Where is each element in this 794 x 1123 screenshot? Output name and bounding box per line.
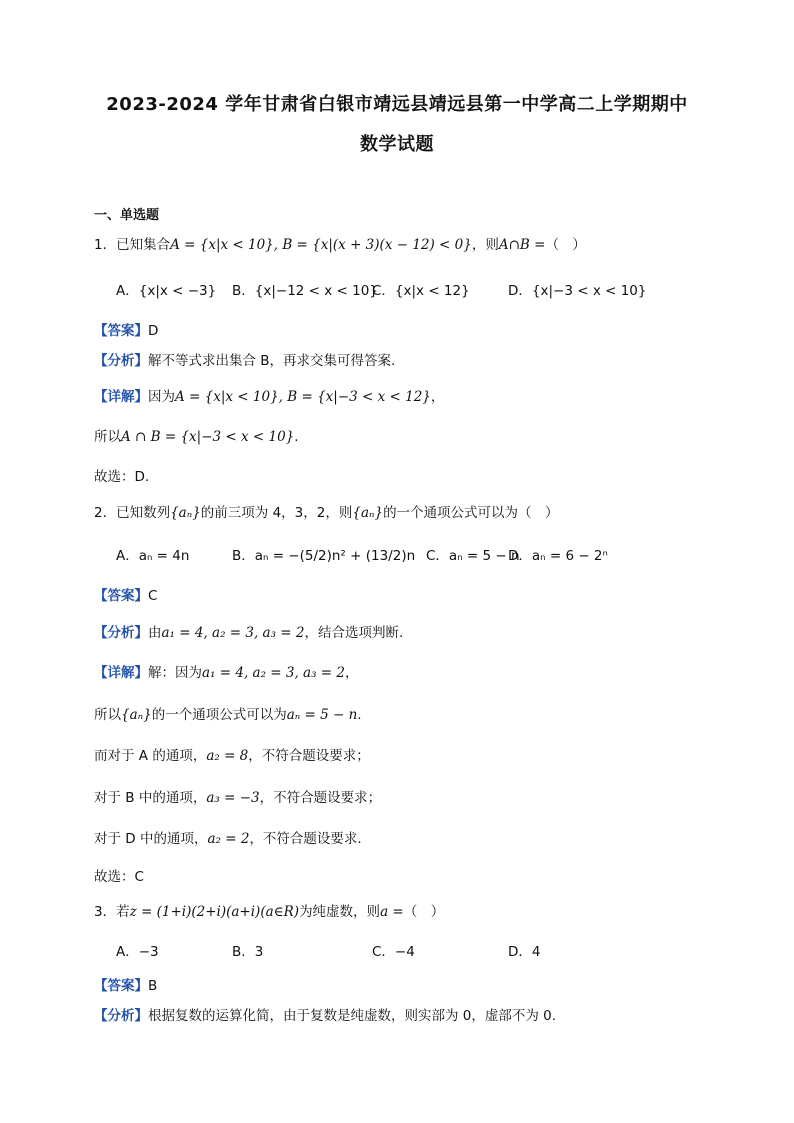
q1-stem: 1．已知集合A = {x|x < 10}, B = {x|(x + 3)(x − 12) < 0}，则A∩B =（ ） xyxy=(94,237,586,253)
q2-check-d: 对于 D 中的通项，a₂ = 2，不符合题设要求. xyxy=(94,831,362,847)
detail-tag: 【详解】 xyxy=(94,665,148,681)
analysis-tag: 【分析】 xyxy=(94,1008,148,1024)
q3-answer: 【答案】B xyxy=(94,978,158,994)
q2-option-a: A．aₙ = 4n xyxy=(116,548,190,564)
q3-option-a: A．−3 xyxy=(116,944,159,960)
q3-option-b: B．3 xyxy=(232,944,264,960)
q2-option-c: C．aₙ = 5 − n xyxy=(426,548,520,564)
q1-option-a: A．{x|x < −3} xyxy=(116,283,217,299)
title-line-2: 数学试题 xyxy=(360,134,434,155)
answer-tag: 【答案】 xyxy=(94,323,148,339)
q1-conclusion: 所以A ∩ B = {x|−3 < x < 10}. xyxy=(94,429,299,445)
q2-check-a: 而对于 A 的通项，a₂ = 8，不符合题设要求； xyxy=(94,748,370,764)
title-line-1: 2023-2024 学年甘肃省白银市靖远县靖远县第一中学高二上学期期中 xyxy=(106,94,688,115)
q2-option-b: B．aₙ = −(5/2)n² + (13/2)n xyxy=(232,548,416,564)
analysis-tag: 【分析】 xyxy=(94,625,148,641)
q2-option-d: D．aₙ = 6 − 2ⁿ xyxy=(508,548,608,564)
q2-answer: 【答案】C xyxy=(94,588,158,604)
q1-option-c: C．{x|x < 12} xyxy=(372,283,470,299)
q2-conclusion: 所以{aₙ}的一个通项公式可以为aₙ = 5 − n. xyxy=(94,707,362,723)
answer-tag: 【答案】 xyxy=(94,978,148,994)
q2-choice: 故选：C xyxy=(94,869,144,885)
q2-analysis: 【分析】由a₁ = 4, a₂ = 3, a₃ = 2，结合选项判断. xyxy=(94,625,404,641)
q2-stem: 2．已知数列{aₙ}的前三项为 4，3，2，则{aₙ}的一个通项公式可以为（ ） xyxy=(94,505,559,521)
q1-option-d: D．{x|−3 < x < 10} xyxy=(508,283,647,299)
q3-analysis: 【分析】根据复数的运算化简，由于复数是纯虚数，则实部为 0，虚部不为 0. xyxy=(94,1008,557,1024)
q1-choice: 故选：D. xyxy=(94,469,150,485)
q1-detail: 【详解】因为A = {x|x < 10}, B = {x|−3 < x < 12}， xyxy=(94,389,445,405)
q3-stem: 3．若z = (1+i)(2+i)(a+i)(a∈R)为纯虚数，则a =（ ） xyxy=(94,904,445,920)
q3-option-c: C．−4 xyxy=(372,944,415,960)
q1-analysis: 【分析】解不等式求出集合 B，再求交集可得答案. xyxy=(94,353,396,369)
q2-detail: 【详解】解：因为a₁ = 4, a₂ = 3, a₃ = 2， xyxy=(94,665,359,681)
q1-option-b: B．{x|−12 < x < 10} xyxy=(232,283,378,299)
answer-tag: 【答案】 xyxy=(94,588,148,604)
detail-tag: 【详解】 xyxy=(94,389,148,405)
q2-check-b: 对于 B 中的通项，a₃ = −3，不符合题设要求； xyxy=(94,790,382,806)
section-heading: 一、单选题 xyxy=(94,208,160,223)
q1-answer: 【答案】D xyxy=(94,323,159,339)
q3-option-d: D．4 xyxy=(508,944,541,960)
analysis-tag: 【分析】 xyxy=(94,353,148,369)
